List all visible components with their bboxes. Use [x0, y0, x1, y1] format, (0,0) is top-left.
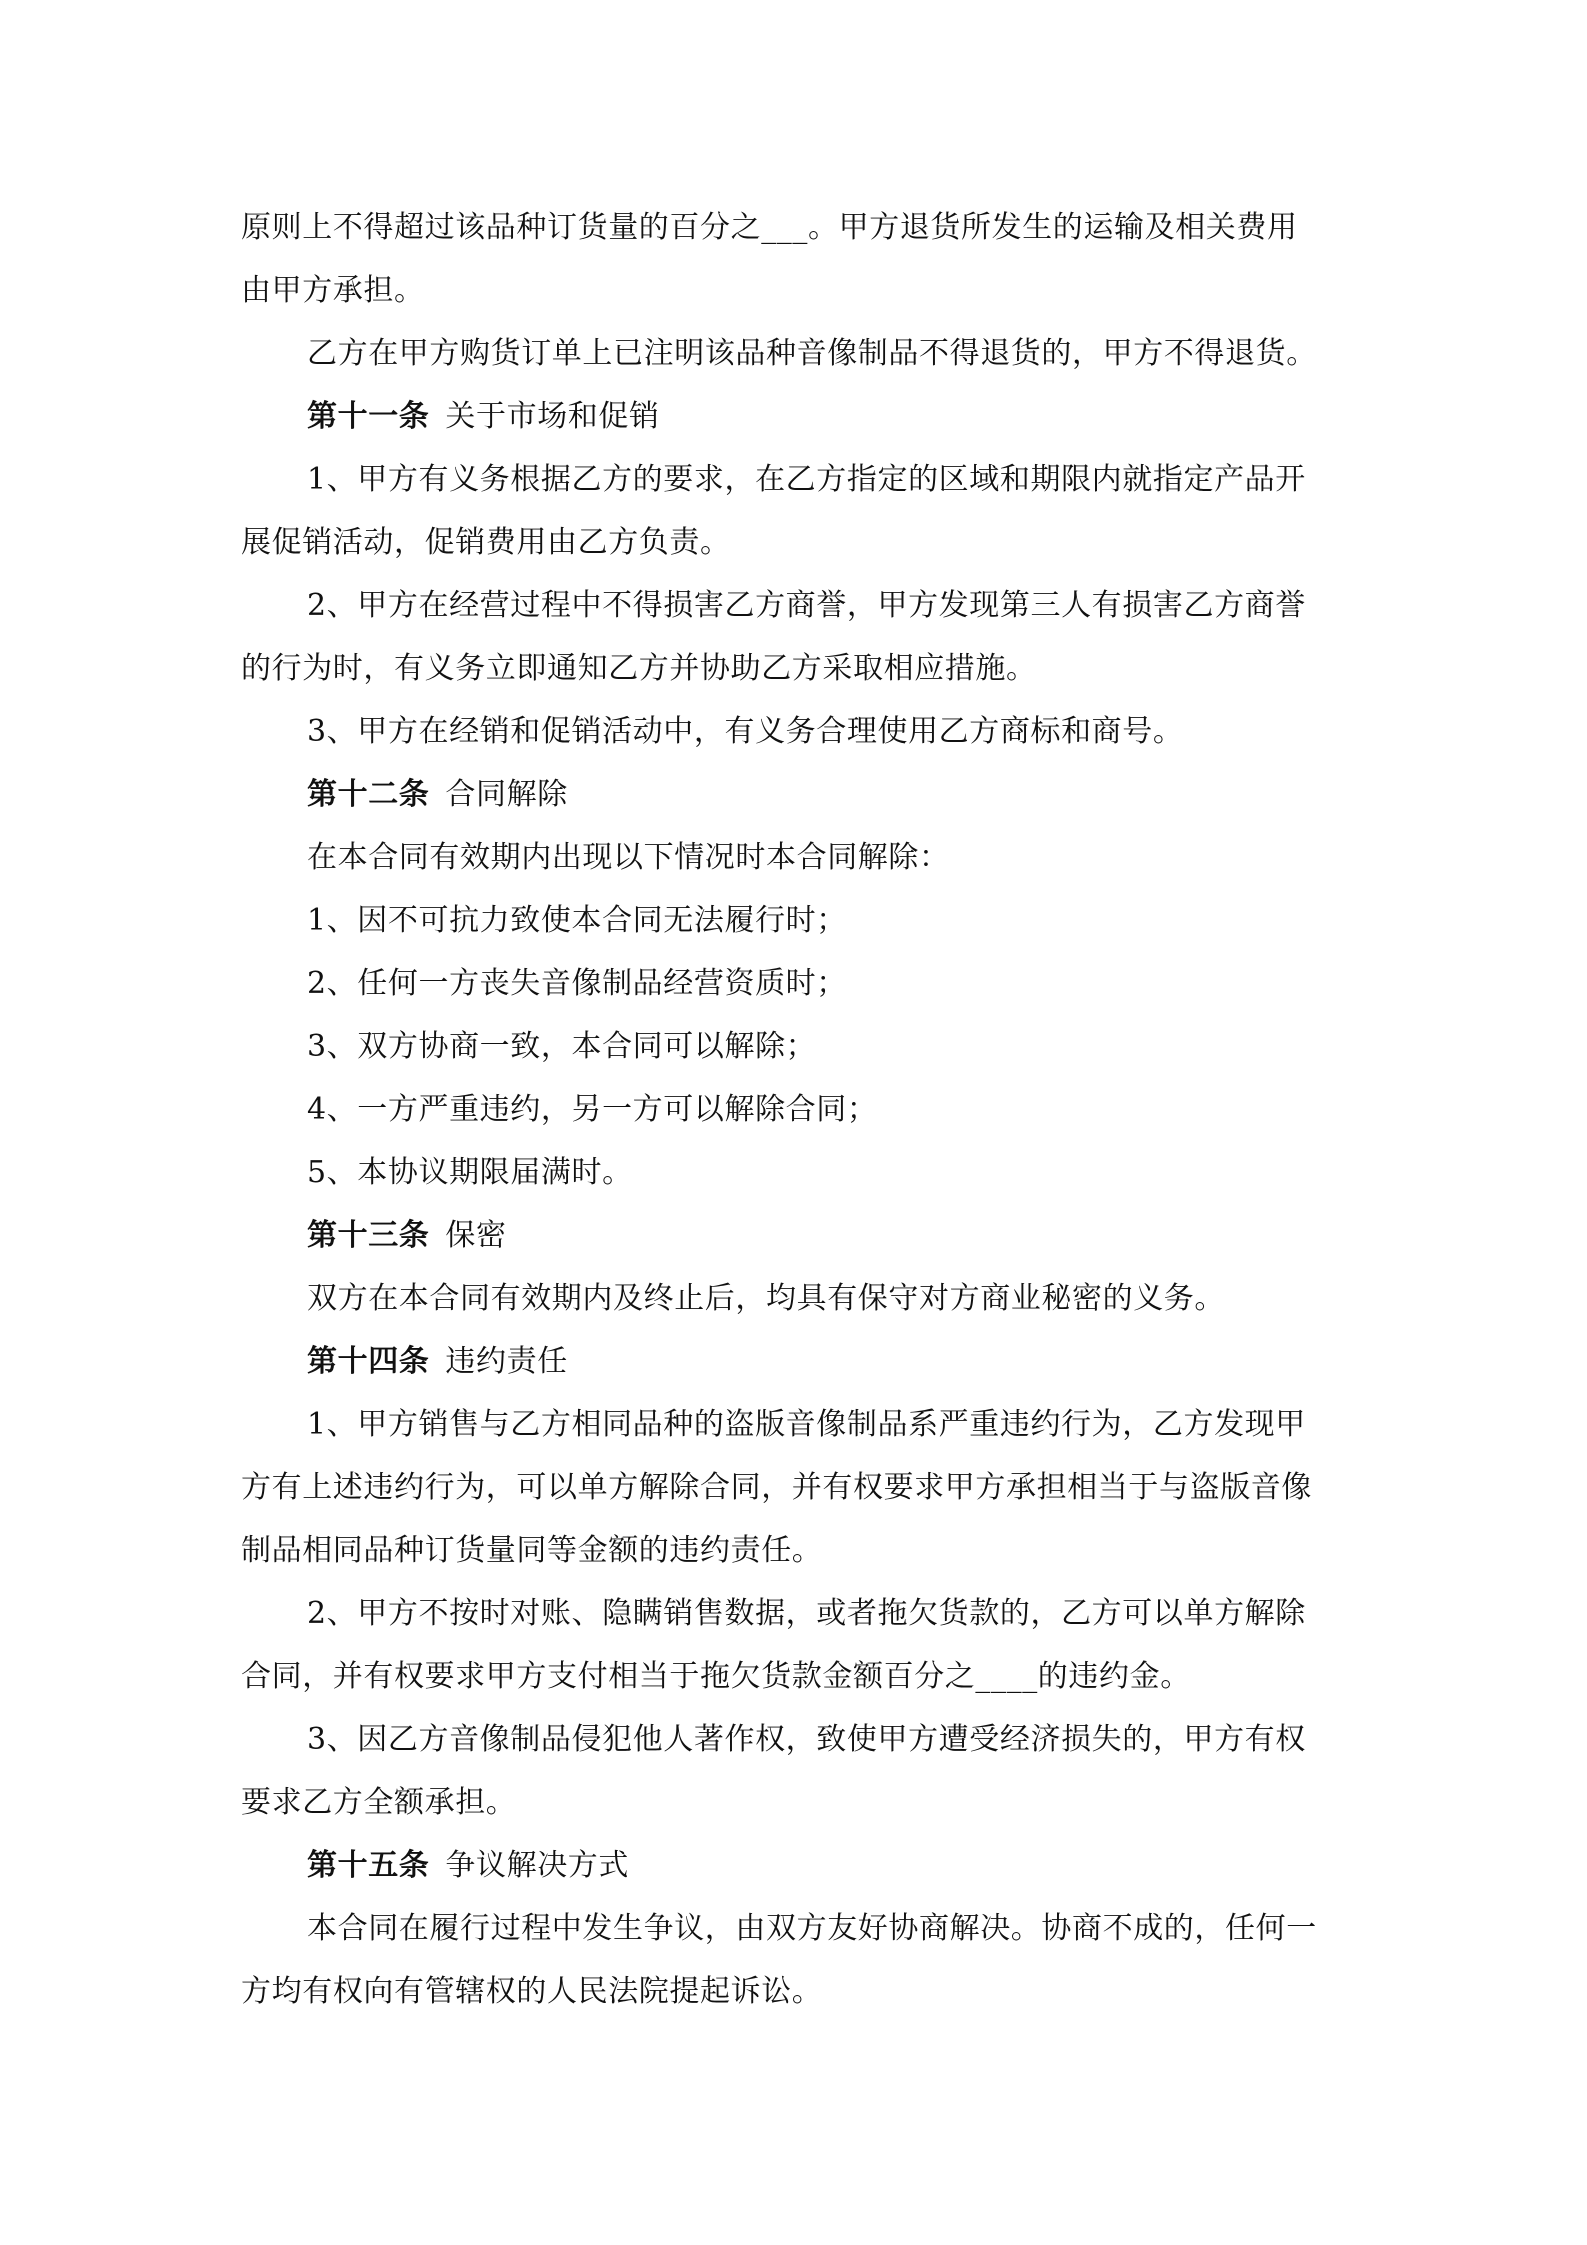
article-number: 第十五条: [307, 1848, 430, 1883]
document-body: [241, 196, 1347, 2023]
paragraph-line: 2、任何一方丧失音像制品经营资质时；: [307, 966, 847, 1001]
paragraph-line: 1、甲方销售与乙方相同品种的盗版音像制品系严重违约行为，乙方发现甲: [307, 1407, 1306, 1442]
article-heading: [241, 1834, 1347, 1897]
paragraph-line: 1、甲方有义务根据乙方的要求，在乙方指定的区域和期限内就指定产品开: [307, 462, 1306, 497]
article-title: 争议解决方式: [445, 1848, 630, 1883]
paragraph-line: 由甲方承担。: [241, 273, 425, 308]
article-number: 第十一条: [307, 399, 430, 434]
article-title: 合同解除: [445, 777, 568, 812]
paragraph-line: 在本合同有效期内出现以下情况时本合同解除：: [307, 840, 950, 875]
article-heading: [241, 385, 1347, 448]
paragraph-line: 制品相同品种订货量同等金额的违约责任。: [241, 1533, 823, 1568]
article-number: 第十三条: [307, 1218, 430, 1253]
paragraph-line: 合同，并有权要求甲方支付相当于拖欠货款金额百分之____的违约金。: [241, 1659, 1191, 1694]
paragraph-line: 要求乙方全额承担。: [241, 1785, 517, 1820]
paragraph-line: 乙方在甲方购货订单上已注明该品种音像制品不得退货的，甲方不得退货。: [307, 336, 1317, 371]
paragraph-line: 2、甲方不按时对账、隐瞒销售数据，或者拖欠货款的，乙方可以单方解除: [307, 1596, 1306, 1631]
paragraph-line: 3、双方协商一致，本合同可以解除；: [307, 1029, 817, 1064]
paragraph-line: 方均有权向有管辖权的人民法院提起诉讼。: [241, 1974, 823, 2009]
paragraph-line: 3、因乙方音像制品侵犯他人著作权，致使甲方遭受经济损失的，甲方有权: [307, 1722, 1306, 1757]
paragraph-line: 本合同在履行过程中发生争议，由双方友好协商解决。协商不成的，任何一: [307, 1911, 1317, 1946]
paragraph-line: 5、本协议期限届满时。: [307, 1155, 633, 1190]
paragraph-line: 4、一方严重违约，另一方可以解除合同；: [307, 1092, 878, 1127]
article-title: 保密: [445, 1218, 507, 1253]
article-number: 第十二条: [307, 777, 430, 812]
article-title: 违约责任: [445, 1344, 568, 1379]
paragraph-line: 1、因不可抗力致使本合同无法履行时；: [307, 903, 847, 938]
article-heading: [241, 763, 1347, 826]
paragraph-line: 的行为时，有义务立即通知乙方并协助乙方采取相应措施。: [241, 651, 1037, 686]
paragraph-line: 双方在本合同有效期内及终止后，均具有保守对方商业秘密的义务。: [307, 1281, 1225, 1316]
paragraph-line: 展促销活动，促销费用由乙方负责。: [241, 525, 731, 560]
paragraph-line: 方有上述违约行为，可以单方解除合同，并有权要求甲方承担相当于与盗版音像: [241, 1470, 1312, 1505]
article-number: 第十四条: [307, 1344, 430, 1379]
paragraph-line: 2、甲方在经营过程中不得损害乙方商誉，甲方发现第三人有损害乙方商誉: [307, 588, 1306, 623]
paragraph-line: 原则上不得超过该品种订货量的百分之___。甲方退货所发生的运输及相关费用: [241, 210, 1298, 245]
paragraph-line: 3、甲方在经销和促销活动中，有义务合理使用乙方商标和商号。: [307, 714, 1184, 749]
article-heading: [241, 1330, 1347, 1393]
article-title: 关于市场和促销: [445, 399, 660, 434]
article-heading: [241, 1204, 1347, 1267]
